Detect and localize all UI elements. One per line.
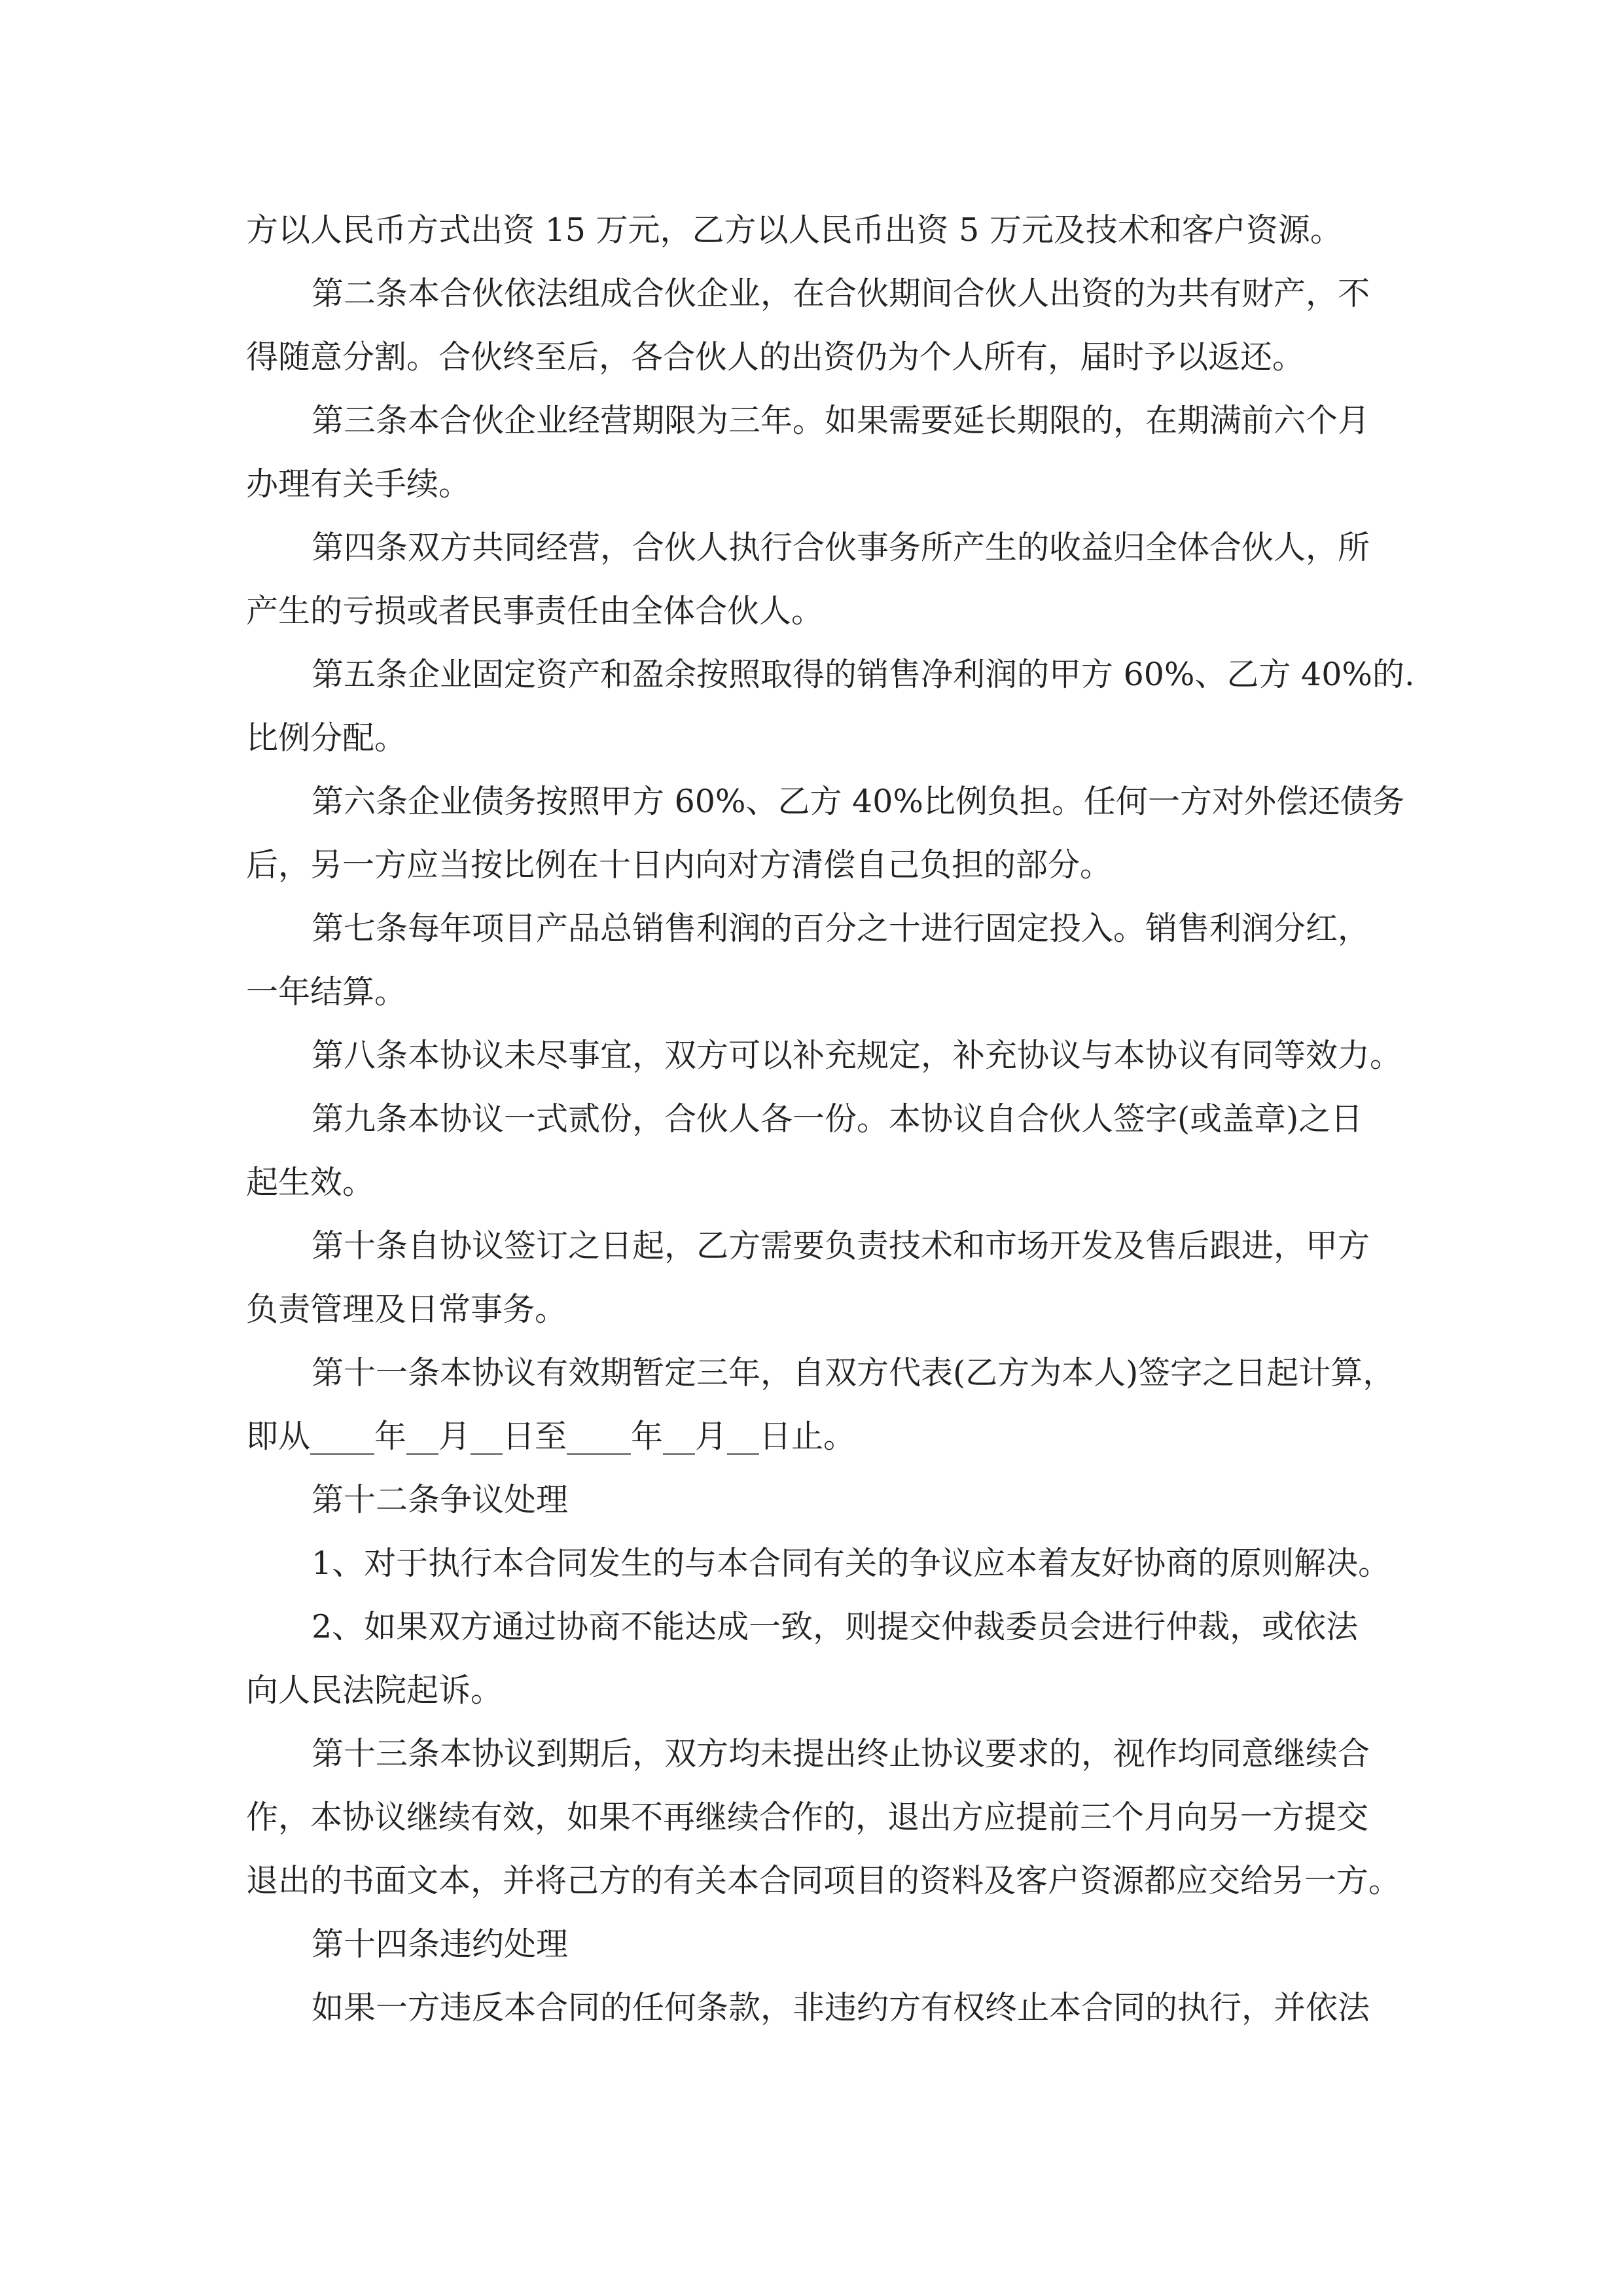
text-line: 比例分配。 bbox=[246, 719, 407, 757]
text-line: 第六条企业债务按照甲方 60%、乙方 40%比例负担。任何一方对外偿还债务 bbox=[312, 783, 1404, 820]
text-line: 第十一条本协议有效期暂定三年，自双方代表(乙方为本人)签字之日起计算， bbox=[312, 1354, 1395, 1391]
text-line: 第十条自协议签订之日起，乙方需要负责技术和市场开发及售后跟进，甲方 bbox=[312, 1227, 1370, 1265]
text-line: 第七条每年项目产品总销售利润的百分之十进行固定投入。销售利润分红， bbox=[312, 910, 1370, 947]
text-line: 一年结算。 bbox=[246, 973, 407, 1011]
text-line: 办理有关手续。 bbox=[246, 465, 471, 503]
text-line: 后，另一方应当按比例在十日内向对方清偿自己负担的部分。 bbox=[246, 846, 1113, 884]
text-line: 第九条本协议一式贰份，合伙人各一份。本协议自合伙人签字(或盖章)之日 bbox=[312, 1100, 1363, 1138]
text-line: 2、如果双方通过协商不能达成一致，则提交仲裁委员会进行仲裁，或依法 bbox=[312, 1608, 1359, 1645]
text-line: 第十二条争议处理 bbox=[312, 1481, 569, 1518]
text-line: 向人民法院起诉。 bbox=[246, 1672, 503, 1709]
text-line: 产生的亏损或者民事责任由全体合伙人。 bbox=[246, 592, 824, 630]
text-line: 退出的书面文本，并将己方的有关本合同项目的资料及客户资源都应交给另一方。 bbox=[246, 1862, 1401, 1899]
text-line: 第四条双方共同经营，合伙人执行合伙事务所产生的收益归全体合伙人，所 bbox=[312, 529, 1370, 566]
text-line: 第八条本协议未尽事宜，双方可以补充规定，补充协议与本协议有同等效力。 bbox=[312, 1037, 1402, 1074]
text-line: 如果一方违反本合同的任何条款，非违约方有权终止本合同的执行，并依法 bbox=[312, 1989, 1370, 2026]
text-line: 方以人民币方式出资 15 万元，乙方以人民币出资 5 万元及技术和客户资源。 bbox=[246, 211, 1342, 249]
text-line: 第二条本合伙依法组成合伙企业，在合伙期间合伙人出资的为共有财产，不 bbox=[312, 275, 1370, 312]
text-line: 第十四条违约处理 bbox=[312, 1926, 569, 1963]
text-line: 1、对于执行本合同发生的与本合同有关的争议应本着友好协商的原则解决。 bbox=[312, 1545, 1391, 1582]
text-line: 作，本协议继续有效，如果不再继续合作的，退出方应提前三个月向另一方提交 bbox=[246, 1799, 1369, 1836]
text-line: 第十三条本协议到期后，双方均未提出终止协议要求的，视作均同意继续合 bbox=[312, 1735, 1370, 1772]
text-line: 第五条企业固定资产和盈余按照取得的销售净利润的甲方 60%、乙方 40%的. bbox=[312, 656, 1415, 693]
text-line: 得随意分割。合伙终至后，各合伙人的出资仍为个人所有，届时予以返还。 bbox=[246, 338, 1305, 376]
text-line: 起生效。 bbox=[246, 1164, 375, 1201]
text-line: 即从____年__月__日至____年__月__日止。 bbox=[246, 1418, 856, 1455]
text-line: 第三条本合伙企业经营期限为三年。如果需要延长期限的，在期满前六个月 bbox=[312, 402, 1370, 439]
text-line: 负责管理及日常事务。 bbox=[246, 1291, 567, 1328]
